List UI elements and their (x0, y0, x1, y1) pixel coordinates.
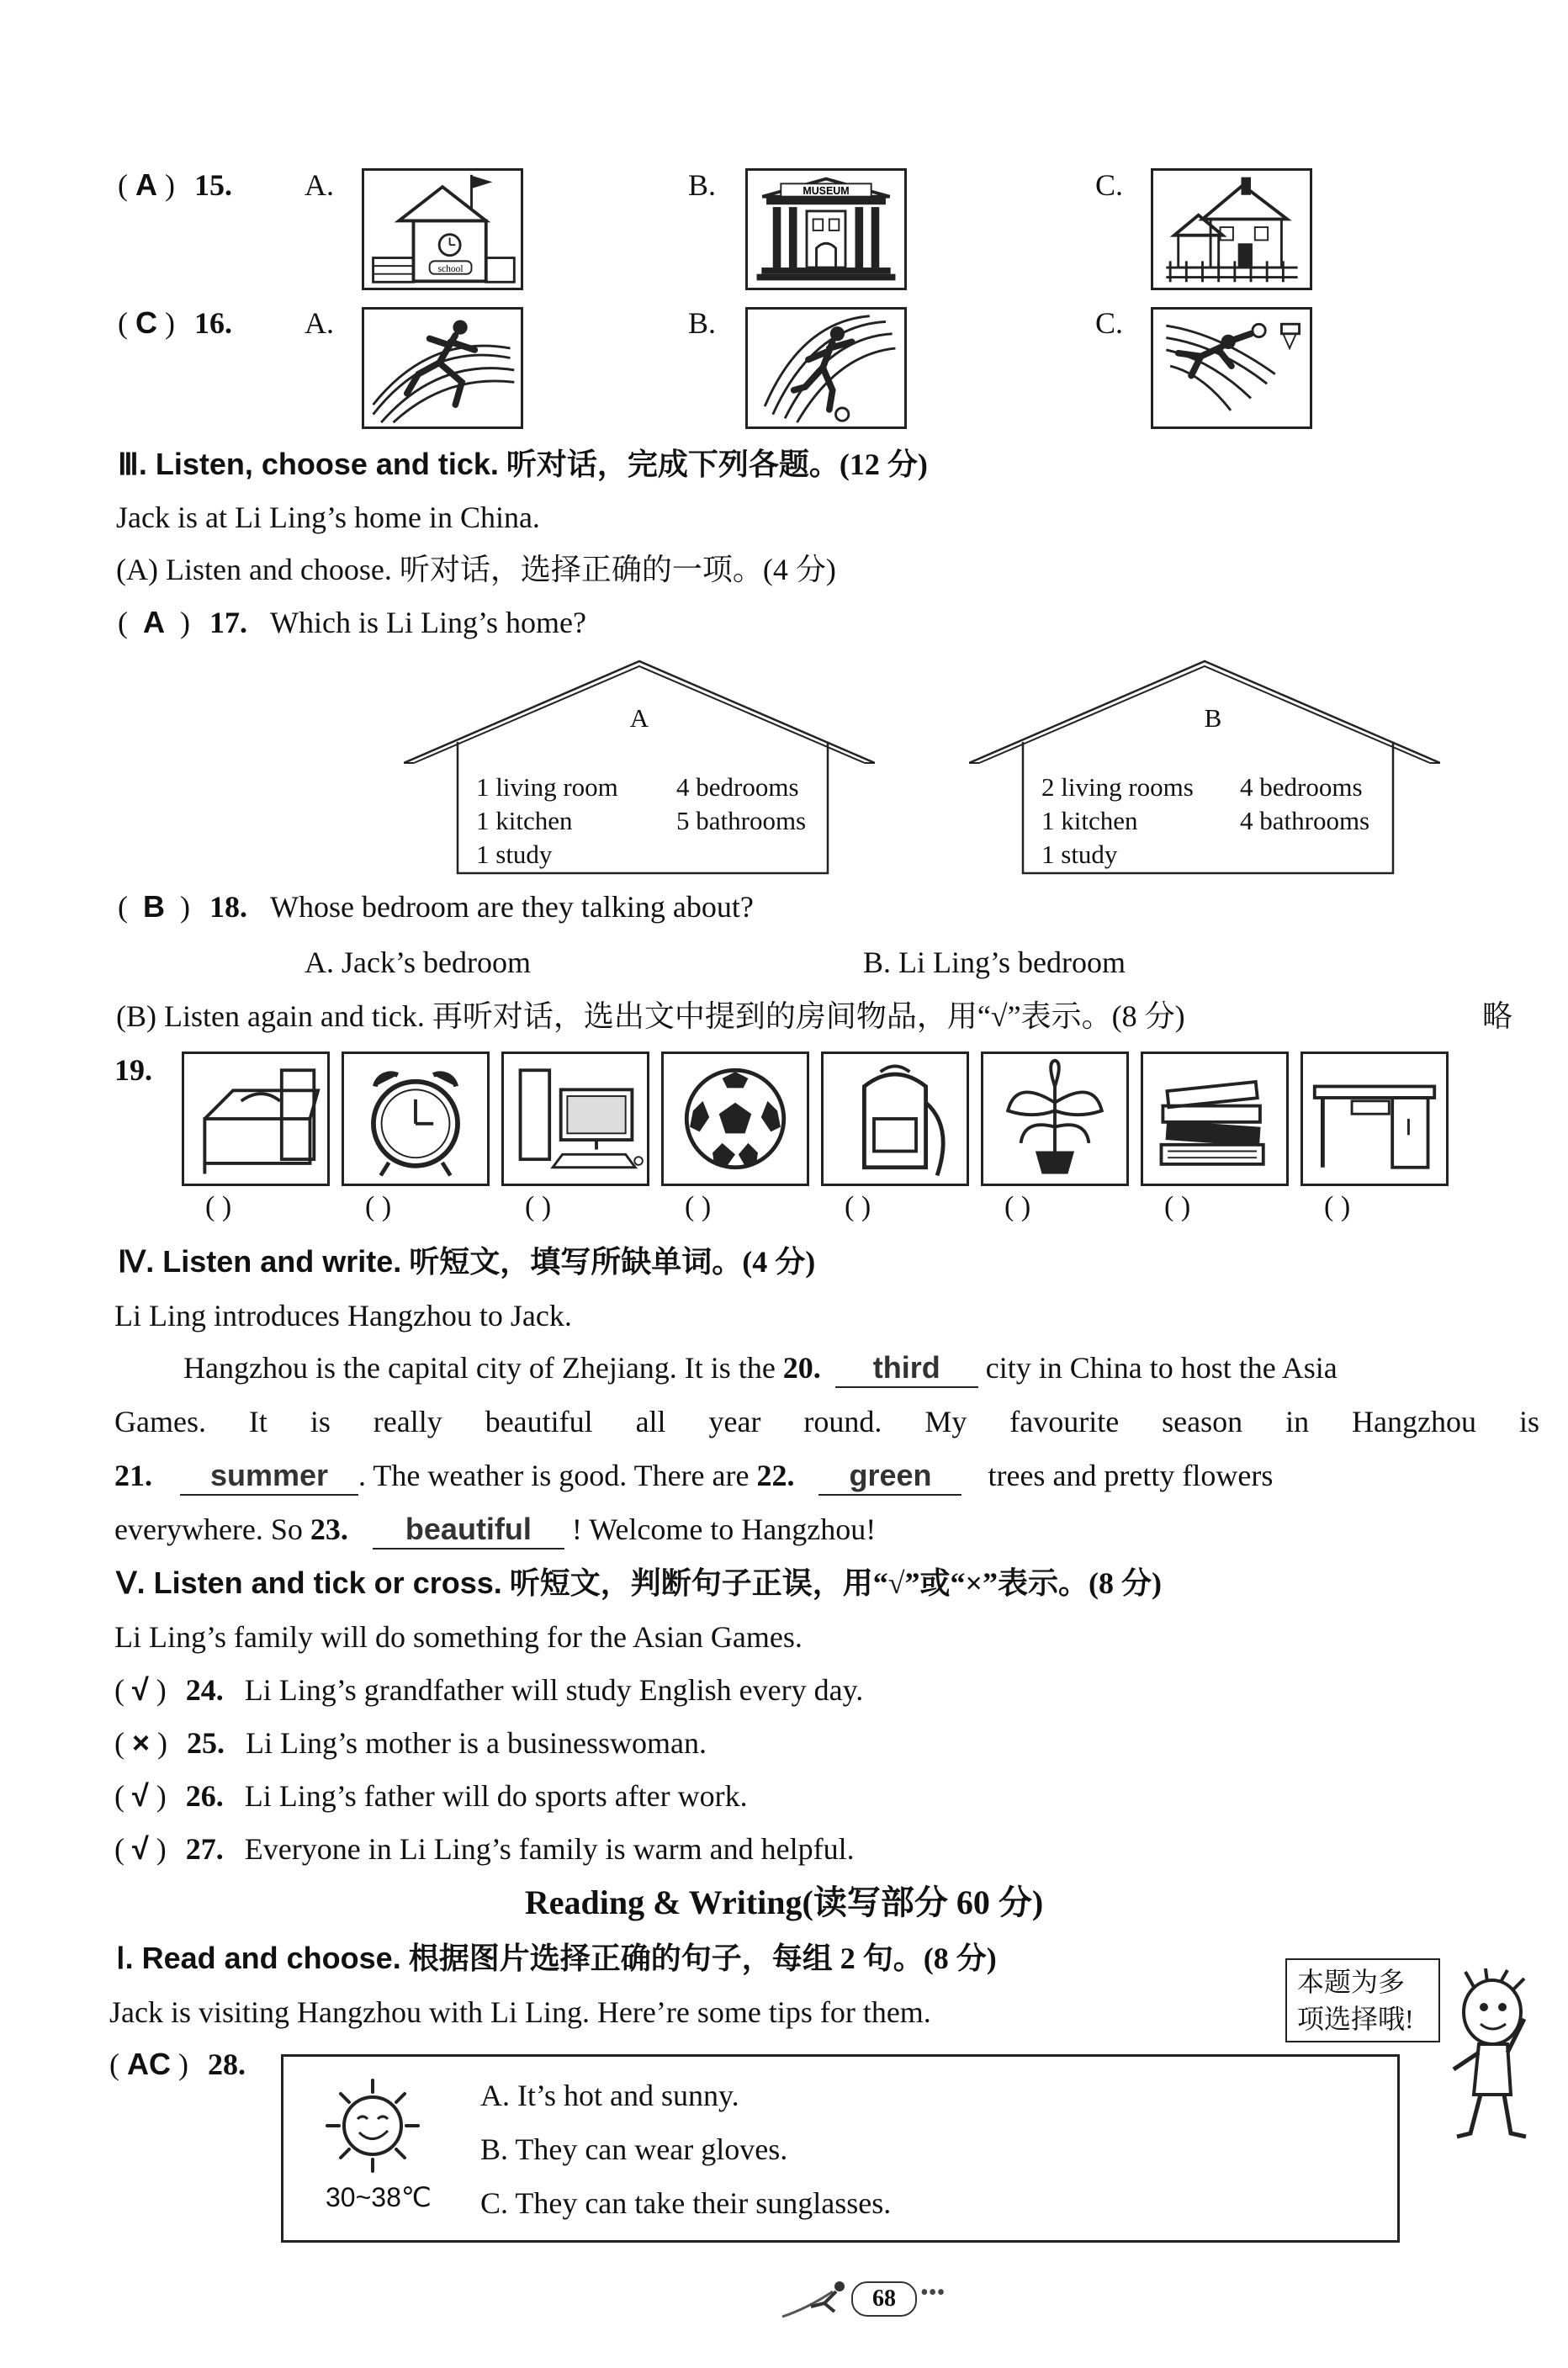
q15-row (118, 167, 232, 204)
q28-row: ( AC ) 28. (109, 2047, 246, 2081)
rw-section-1-intro: Jack is visiting Hangzhou with Li Ling. Here’re some tips for them. (109, 1995, 931, 2029)
basketball-icon (1153, 310, 1310, 426)
school-icon (364, 171, 521, 288)
sun-icon (322, 2075, 423, 2176)
paren: ) (165, 306, 175, 340)
sun-picture (322, 2075, 423, 2176)
q17-question: Which is Li Ling’s home? (270, 606, 586, 639)
q19-picture (1141, 1052, 1289, 1186)
rw-section-1-heading: Ⅰ. Read and choose. 根据图片选择正确的句子，每组 2 句。(8 分) (116, 1941, 997, 1975)
q26-row: ( √ ) 26. Li Ling’s father will do sports after work. (114, 1778, 748, 1813)
runner-logo-icon (774, 2275, 858, 2325)
museum-picture (745, 168, 907, 290)
section-5-intro: Li Ling’s family will do something for the Asian Games. (114, 1620, 803, 1654)
section-5-heading: Ⅴ. Listen and tick or cross. 听短文，判断句子正误，用“√”或“×”表示。(8 分) (116, 1565, 1163, 1600)
q18-option-a: A. Jack’s bedroom (305, 946, 531, 979)
q25-answer: × (132, 1725, 151, 1760)
q19-answer-paren[interactable]: ( ) (1324, 1191, 1351, 1222)
house-b-room: 2 living rooms (1041, 772, 1194, 802)
q19-picture (182, 1052, 330, 1186)
q19-answer-paren[interactable]: ( ) (845, 1191, 871, 1222)
page-number: 68 (851, 2281, 917, 2317)
blank-20[interactable]: third (835, 1349, 978, 1388)
house-b (969, 658, 1440, 877)
house-b-room: 1 kitchen (1041, 806, 1138, 835)
q28-option-a: A. It’s hot and sunny. (480, 2079, 739, 2112)
q28-option-b: B. They can wear gloves. (480, 2132, 788, 2166)
svg-text:school: school (437, 263, 464, 274)
desk-icon (1303, 1054, 1446, 1184)
section-4-heading: Ⅳ. Listen and write. 听短文，填写所缺单词。(4 分) (118, 1244, 816, 1279)
school-picture (362, 168, 523, 290)
house-icon (1153, 171, 1310, 288)
q17-row: ( A ) 17. Which is Li Ling’s home? (118, 605, 586, 639)
house-b-outline (969, 658, 1440, 877)
q24-answer: √ (132, 1672, 149, 1707)
omitted-note: 略 (1482, 999, 1513, 1033)
house-b-room: 4 bedrooms (1240, 772, 1363, 802)
plant-icon (983, 1054, 1126, 1184)
q28-answer: AC (127, 2047, 171, 2081)
house-a-room: 4 bedrooms (676, 772, 799, 802)
house-a-room: 5 bathrooms (676, 806, 807, 835)
running-picture (362, 307, 523, 429)
page-footer (774, 2275, 967, 2325)
house-b-label: B (1204, 703, 1222, 733)
passage-line-3: 21. summer . The weather is good. There are 22. green trees and pretty flowers (114, 1457, 1273, 1496)
passage-line-2: Games. It is really beautiful all year round. My favourite season in Hangzhou is (114, 1405, 1539, 1438)
q17-answer: A (143, 605, 165, 639)
house-a-room: 1 kitchen (476, 806, 573, 835)
basketball-picture (1151, 307, 1312, 429)
blank-22[interactable]: green (818, 1457, 961, 1496)
q19-answer-paren[interactable]: ( ) (685, 1191, 712, 1222)
q16-option-a-label: A. (305, 306, 334, 340)
q16-answer: C (135, 305, 157, 340)
q18-option-b: B. Li Ling’s bedroom (863, 946, 1126, 979)
paren: ( (118, 306, 128, 340)
q24-row: ( √ ) 24. Li Ling’s grandfather will study English every day. (114, 1672, 864, 1707)
football-player-icon (748, 310, 904, 426)
q19-number: 19. (114, 1053, 152, 1087)
section-3-part-a: (A) Listen and choose. 听对话，选择正确的一项。(4 分) (116, 553, 836, 586)
q26-answer: √ (132, 1778, 149, 1813)
q16-row (118, 305, 232, 342)
reading-writing-title: Reading & Writing(读写部分 60 分) (524, 1883, 1044, 1921)
house-picture (1151, 168, 1312, 290)
football-icon (664, 1054, 807, 1184)
svg-text:MUSEUM: MUSEUM (803, 184, 850, 197)
bed-icon (184, 1054, 327, 1184)
footer-dots: ••• (920, 2280, 946, 2306)
q15-option-b-label: B. (688, 168, 717, 202)
q19-answer-row (182, 1191, 1444, 1228)
house-a-room: 1 study (476, 840, 553, 869)
q27-answer: √ (132, 1831, 149, 1866)
q15-option-a-label: A. (305, 168, 334, 202)
section-3-part-b: (B) Listen again and tick. 再听对话，选出文中提到的房间物品，用“√”表示。(8 分) (116, 999, 1185, 1033)
q16-option-c-label: C. (1095, 306, 1124, 340)
house-a (404, 658, 875, 877)
q18-answer: B (143, 889, 165, 924)
section-3-intro: Jack is at Li Ling’s home in China. (116, 501, 540, 534)
alarm-clock-icon (344, 1054, 487, 1184)
passage-line-4: everywhere. So 23. beautiful ! Welcome to Hangzhou! (114, 1511, 876, 1550)
q15-option-c-label: C. (1095, 168, 1124, 202)
section-3-heading: Ⅲ. Listen, choose and tick. 听对话，完成下列各题。(12 分) (118, 447, 928, 481)
house-a-outline (404, 658, 875, 877)
q19-picture (981, 1052, 1129, 1186)
q19-answer-paren[interactable]: ( ) (205, 1191, 232, 1222)
q19-answer-paren[interactable]: ( ) (525, 1191, 552, 1222)
cartoon-boy-icon (1440, 1968, 1541, 2145)
q15-answer: A (135, 167, 157, 202)
q19-pictures (182, 1052, 1444, 1186)
q19-answer-paren[interactable]: ( ) (365, 1191, 392, 1222)
q27-row: ( √ ) 27. Everyone in Li Ling’s family is warm and helpful. (114, 1831, 855, 1866)
q16-number: 16. (194, 306, 232, 340)
q25-row: ( × ) 25. Li Ling’s mother is a businesswoman. (114, 1725, 707, 1760)
section-4-intro: Li Ling introduces Hangzhou to Jack. (114, 1299, 572, 1332)
blank-23[interactable]: beautiful (373, 1511, 564, 1550)
q19-picture (501, 1052, 649, 1186)
q19-picture (342, 1052, 490, 1186)
q19-picture (1300, 1052, 1449, 1186)
house-b-room: 4 bathrooms (1240, 806, 1370, 835)
paren: ) (165, 168, 175, 202)
house-a-room: 1 living room (476, 772, 618, 802)
temperature-label: 30~38℃ (326, 2182, 432, 2212)
q15-number: 15. (194, 168, 232, 202)
books-icon (1143, 1054, 1286, 1184)
schoolbag-icon (824, 1054, 967, 1184)
museum-icon (748, 171, 904, 288)
q28-box (281, 2054, 1400, 2243)
q19-answer-paren[interactable]: ( ) (1164, 1191, 1191, 1222)
q16-option-b-label: B. (688, 306, 717, 340)
passage-line-1: Hangzhou is the capital city of Zhejiang. It is the 20. third city in China to host the Asia (183, 1349, 1338, 1388)
tip-bubble: 本题为多项选择哦! (1285, 1958, 1440, 2042)
house-b-room: 1 study (1041, 840, 1118, 869)
computer-icon (504, 1054, 647, 1184)
q19-answer-paren[interactable]: ( ) (1004, 1191, 1031, 1222)
house-a-label: A (629, 703, 649, 733)
q19-picture (661, 1052, 809, 1186)
cartoon-boy (1440, 1968, 1541, 2145)
paren: ( (118, 168, 128, 202)
blank-21[interactable]: summer (180, 1457, 358, 1496)
q18-question: Whose bedroom are they talking about? (270, 890, 754, 924)
q18-row: ( B ) 18. Whose bedroom are they talking about? (118, 889, 754, 924)
q19-picture (821, 1052, 969, 1186)
running-icon (364, 310, 521, 426)
q28-option-c: C. They can take their sunglasses. (480, 2186, 892, 2220)
football-player-picture (745, 307, 907, 429)
